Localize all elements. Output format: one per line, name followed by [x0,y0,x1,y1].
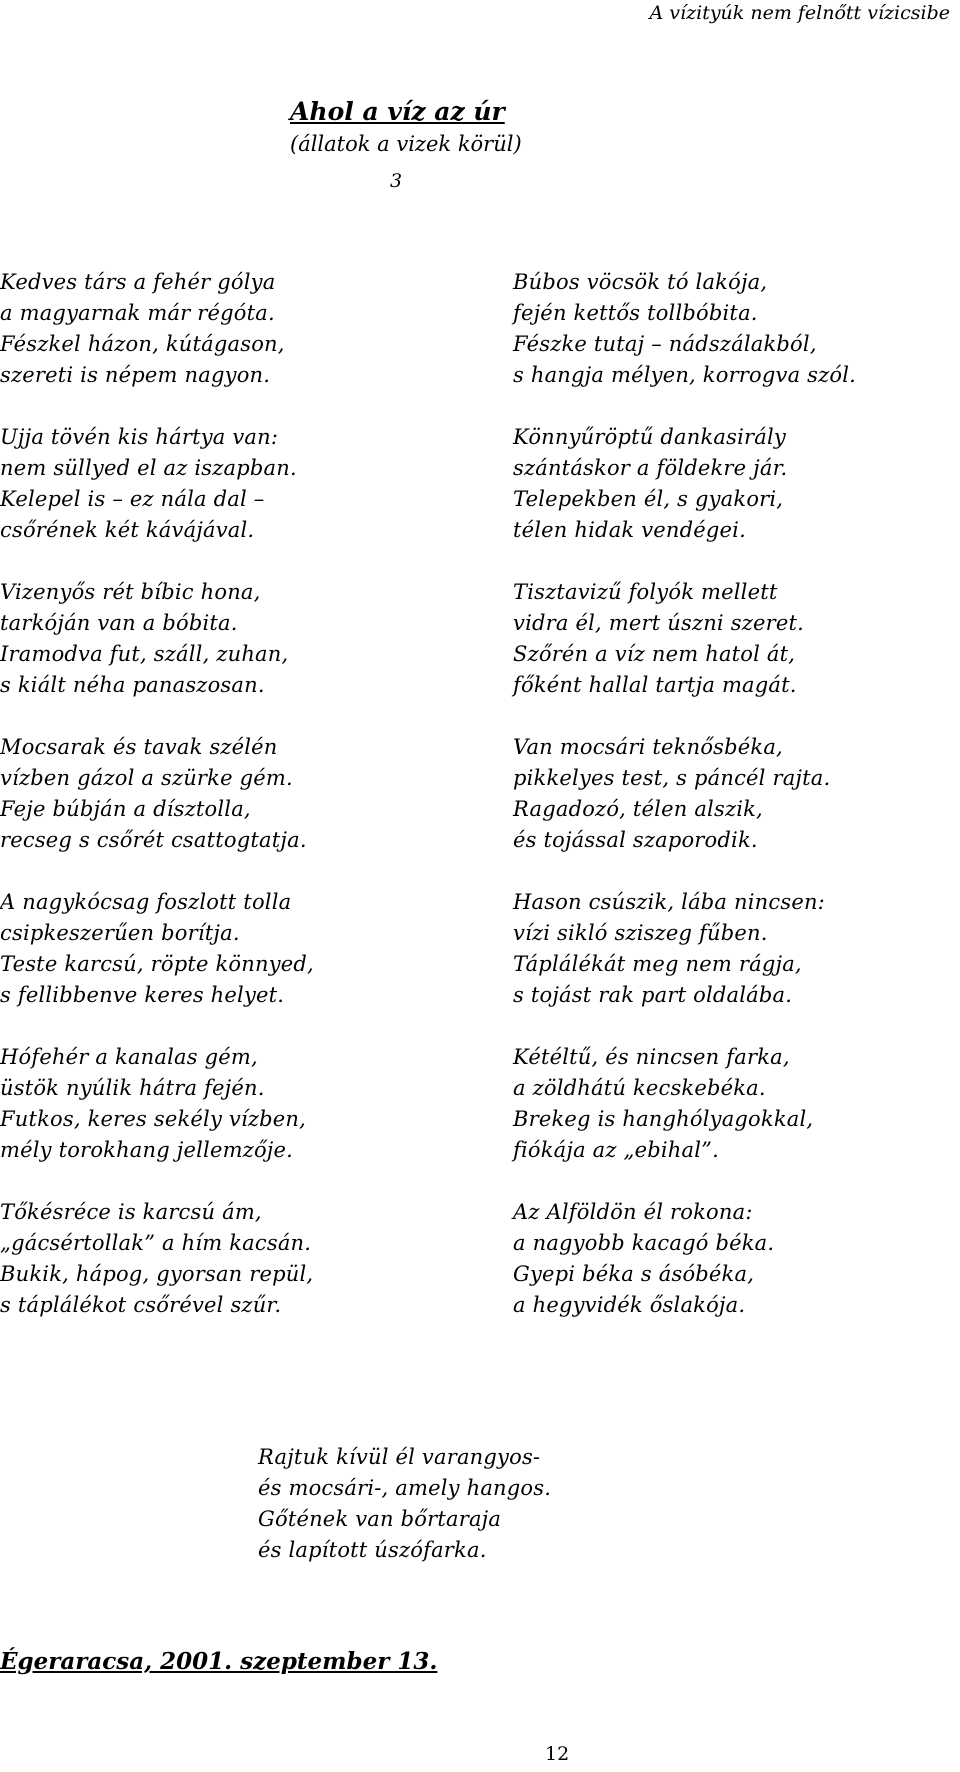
poem-line: Brekeg is hanghólyagokkal, [513,1107,814,1131]
poem-line: Telepekben él, s gyakori, [513,487,784,511]
poem-line: Búbos vöcsök tó lakója, [513,270,768,294]
poem-line: Mocsarak és tavak szélén [0,735,278,759]
right-column [513,267,943,1352]
poem-line: a zöldhátú kecskebéka. [513,1076,766,1100]
poem-line: s hangja mélyen, korrogva szól. [513,363,857,387]
stanza [513,422,943,546]
poem-line: Kedves társ a fehér gólya [0,270,276,294]
poem-line: Gőtének van bőrtaraja [258,1507,502,1531]
poem-line: vízben gázol a szürke gém. [0,766,293,790]
poem-line: nem süllyed el az iszapban. [0,456,297,480]
stanza [513,577,943,701]
stanza [0,732,430,856]
poem-line: és mocsári-, amely hangos. [258,1476,552,1500]
poem-line: fiókája az „ebihal”. [513,1138,719,1162]
poem-line: Az Alföldön él rokona: [513,1200,753,1224]
poem-line: Könnyűröptű dankasirály [513,425,786,449]
poem-line: Ujja tövén kis hártya van: [0,425,279,449]
date-signature: Égeraracsa, 2001. szeptember 13. [0,1648,438,1675]
stanza [0,267,430,391]
poem-line: és lapított úszófarka. [258,1538,487,1562]
poem-line: Feje búbján a dísztolla, [0,797,251,821]
poem-line: Vizenyős rét bíbic hona, [0,580,261,604]
poem-line: Ragadozó, télen alszik, [513,797,763,821]
poem-line: Szőrén a víz nem hatol át, [513,642,796,666]
poem-line: fején kettős tollbóbita. [513,301,758,325]
poem-line: vízi sikló sziszeg fűben. [513,921,768,945]
stanza [513,732,943,856]
poem-title: Ahol a víz az úr [290,97,505,126]
poem-line: A nagykócsag foszlott tolla [0,890,292,914]
poem-line: csőrének két kávájával. [0,518,255,542]
stanza [513,1197,943,1321]
final-stanza [258,1442,551,1566]
poem-line: pikkelyes test, s páncél rajta. [513,766,831,790]
stanza [0,1197,430,1321]
poem-line: Kétéltű, és nincsen farka, [513,1045,790,1069]
poem-line: Iramodva fut, száll, zuhan, [0,642,289,666]
poem-line: Futkos, keres sekély vízben, [0,1107,307,1131]
running-header: A vízityúk nem felnőtt vízicsibe [649,2,950,24]
stanza [513,887,943,1011]
poem-line: tarkóján van a bóbita. [0,611,238,635]
poem-line: Gyepi béka s ásóbéka, [513,1262,755,1286]
poem-part-number: 3 [390,170,403,192]
poem-line: csipkeszerűen borítja. [0,921,240,945]
poem-line: Bukik, hápog, gyorsan repül, [0,1262,314,1286]
poem-line: Fészkel házon, kútágason, [0,332,285,356]
poem-line: Kelepel is – ez nála dal – [0,487,265,511]
poem-line: Rajtuk kívül él varangyos- [258,1445,541,1469]
poem-line: „gácsértollak” a hím kacsán. [0,1231,312,1255]
stanza [513,267,943,391]
stanza [0,1042,430,1166]
poem-line: Hason csúszik, lába nincsen: [513,890,825,914]
poem-line: télen hidak vendégei. [513,518,746,542]
poem-title-block [290,95,522,159]
poem-line: főként hallal tartja magát. [513,673,797,697]
poem-line: recseg s csőrét csattogtatja. [0,828,307,852]
stanza [0,577,430,701]
stanza [513,1042,943,1166]
poem-line: és tojással szaporodik. [513,828,758,852]
poem-line: Hófehér a kanalas gém, [0,1045,258,1069]
poem-line: mély torokhang jellemzője. [0,1138,294,1162]
poem-line: Teste karcsú, röpte könnyed, [0,952,314,976]
poem-line: üstök nyúlik hátra fején. [0,1076,265,1100]
poem-line: Tisztavizű folyók mellett [513,580,778,604]
stanza [0,422,430,546]
poem-line: Táplálékát meg nem rágja, [513,952,802,976]
poem-line: vidra él, mert úszni szeret. [513,611,804,635]
poem-line: s tojást rak part oldalába. [513,983,793,1007]
poem-line: a nagyobb kacagó béka. [513,1231,775,1255]
poem-line: s kiált néha panaszosan. [0,673,265,697]
poem-subtitle: (állatok a vizek körül) [290,132,522,156]
left-column [0,267,430,1352]
stanza [0,887,430,1011]
poem-line: Fészke tutaj – nádszálakból, [513,332,817,356]
poem-line: a magyarnak már régóta. [0,301,275,325]
poem-line: s fellibbenve keres helyet. [0,983,285,1007]
poem-line: a hegyvidék őslakója. [513,1293,746,1317]
page-number: 12 [545,1743,570,1765]
poem-line: Van mocsári teknősbéka, [513,735,783,759]
poem-line: Tőkésréce is karcsú ám, [0,1200,262,1224]
poem-line: szántáskor a földekre jár. [513,456,788,480]
poem-line: szereti is népem nagyon. [0,363,271,387]
poem-line: s táplálékot csőrével szűr. [0,1293,282,1317]
